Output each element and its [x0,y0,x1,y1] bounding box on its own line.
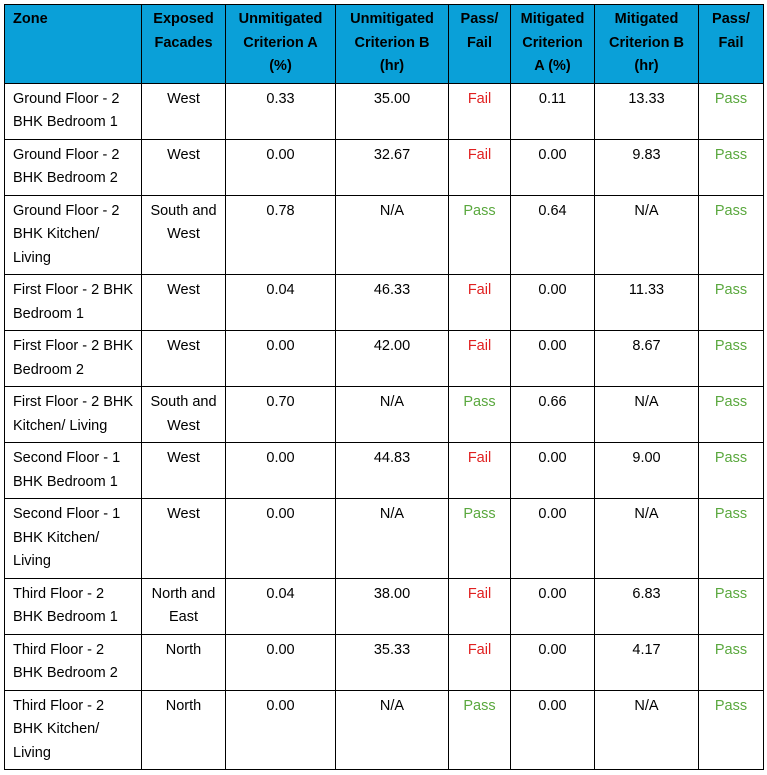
mitigated-pass-fail-cell: Pass [699,499,764,579]
unmitigated-pass-fail-cell: Fail [449,83,511,139]
zone-cell: Ground Floor - 2 BHK Bedroom 1 [5,83,142,139]
exposed-facades-cell: South and West [142,195,226,275]
mitigated-criterion-b-cell: N/A [595,387,699,443]
mitigated-pass-fail-cell: Pass [699,387,764,443]
unmitigated-pass-fail-cell: Fail [449,634,511,690]
unmitigated-criterion-a-cell: 0.00 [226,139,336,195]
mitigated-criterion-b-cell: 9.83 [595,139,699,195]
mitigated-criterion-a-cell: 0.00 [511,331,595,387]
unmitigated-pass-fail-cell: Fail [449,139,511,195]
mitigated-criterion-b-cell: N/A [595,499,699,579]
unmitigated-criterion-b-cell: 46.33 [336,275,449,331]
mitigated-pass-fail-cell: Pass [699,443,764,499]
zone-cell: Ground Floor - 2 BHK Bedroom 2 [5,139,142,195]
mitigated-pass-fail-cell: Pass [699,83,764,139]
mitigated-criterion-b-cell: 4.17 [595,634,699,690]
table-row [5,387,764,443]
mitigated-criterion-a-cell: 0.11 [511,83,595,139]
mitigated-criterion-b-cell: N/A [595,690,699,770]
unmitigated-criterion-b-cell: 32.67 [336,139,449,195]
mitigated-pass-fail-cell: Pass [699,139,764,195]
mitigated-criterion-a-cell: 0.00 [511,578,595,634]
unmitigated-criterion-a-cell: 0.78 [226,195,336,275]
mitigated-criterion-a-cell: 0.00 [511,690,595,770]
mitigated-criterion-b-cell: 13.33 [595,83,699,139]
exposed-facades-cell: West [142,331,226,387]
header-mitigated-criterion-b: Mitigated Criterion B (hr) [595,5,699,84]
unmitigated-criterion-a-cell: 0.33 [226,83,336,139]
unmitigated-pass-fail-cell: Pass [449,690,511,770]
mitigated-criterion-b-cell: 6.83 [595,578,699,634]
mitigated-pass-fail-cell: Pass [699,690,764,770]
unmitigated-criterion-b-cell: 38.00 [336,578,449,634]
mitigated-pass-fail-cell: Pass [699,634,764,690]
zone-cell: Third Floor - 2 BHK Bedroom 1 [5,578,142,634]
unmitigated-criterion-a-cell: 0.00 [226,634,336,690]
zone-cell: Second Floor - 1 BHK Bedroom 1 [5,443,142,499]
unmitigated-criterion-a-cell: 0.00 [226,443,336,499]
header-zone: Zone [5,5,142,84]
mitigated-criterion-b-cell: 8.67 [595,331,699,387]
table-row [5,578,764,634]
overheating-results-table [4,4,764,770]
header-mitigated-criterion-a: Mitigated Criterion A (%) [511,5,595,84]
table-row [5,690,764,770]
unmitigated-criterion-b-cell: N/A [336,499,449,579]
zone-cell: First Floor - 2 BHK Kitchen/ Living [5,387,142,443]
zone-cell: First Floor - 2 BHK Bedroom 1 [5,275,142,331]
mitigated-criterion-a-cell: 0.00 [511,634,595,690]
exposed-facades-cell: West [142,499,226,579]
zone-cell: Third Floor - 2 BHK Kitchen/ Living [5,690,142,770]
zone-cell: Third Floor - 2 BHK Bedroom 2 [5,634,142,690]
unmitigated-criterion-a-cell: 0.00 [226,690,336,770]
mitigated-pass-fail-cell: Pass [699,275,764,331]
unmitigated-criterion-b-cell: N/A [336,387,449,443]
mitigated-pass-fail-cell: Pass [699,195,764,275]
mitigated-criterion-a-cell: 0.00 [511,275,595,331]
exposed-facades-cell: North [142,690,226,770]
exposed-facades-cell: West [142,83,226,139]
unmitigated-pass-fail-cell: Fail [449,275,511,331]
header-mitigated-pass-fail: Pass/ Fail [699,5,764,84]
header-row [5,5,764,84]
unmitigated-pass-fail-cell: Pass [449,387,511,443]
header-unmitigated-pass-fail: Pass/ Fail [449,5,511,84]
zone-cell: Ground Floor - 2 BHK Kitchen/ Living [5,195,142,275]
header-unmitigated-criterion-b: Unmitigated Criterion B (hr) [336,5,449,84]
mitigated-criterion-b-cell: N/A [595,195,699,275]
exposed-facades-cell: West [142,275,226,331]
unmitigated-pass-fail-cell: Pass [449,499,511,579]
mitigated-criterion-a-cell: 0.00 [511,443,595,499]
exposed-facades-cell: South and West [142,387,226,443]
unmitigated-pass-fail-cell: Fail [449,331,511,387]
unmitigated-criterion-b-cell: 42.00 [336,331,449,387]
exposed-facades-cell: North [142,634,226,690]
unmitigated-criterion-b-cell: 44.83 [336,443,449,499]
table-row [5,83,764,139]
table-row [5,139,764,195]
unmitigated-criterion-b-cell: 35.33 [336,634,449,690]
mitigated-criterion-a-cell: 0.00 [511,499,595,579]
unmitigated-criterion-a-cell: 0.04 [226,275,336,331]
unmitigated-criterion-a-cell: 0.00 [226,499,336,579]
header-unmitigated-criterion-a: Unmitigated Criterion A (%) [226,5,336,84]
mitigated-criterion-b-cell: 9.00 [595,443,699,499]
table-row [5,195,764,275]
mitigated-pass-fail-cell: Pass [699,331,764,387]
table-row [5,634,764,690]
exposed-facades-cell: West [142,443,226,499]
mitigated-criterion-a-cell: 0.64 [511,195,595,275]
unmitigated-pass-fail-cell: Fail [449,443,511,499]
unmitigated-criterion-a-cell: 0.00 [226,331,336,387]
unmitigated-pass-fail-cell: Pass [449,195,511,275]
mitigated-criterion-a-cell: 0.66 [511,387,595,443]
zone-cell: First Floor - 2 BHK Bedroom 2 [5,331,142,387]
unmitigated-criterion-b-cell: N/A [336,690,449,770]
table-row [5,275,764,331]
unmitigated-criterion-b-cell: 35.00 [336,83,449,139]
unmitigated-criterion-a-cell: 0.04 [226,578,336,634]
mitigated-pass-fail-cell: Pass [699,578,764,634]
header-exposed-facades: Exposed Facades [142,5,226,84]
mitigated-criterion-b-cell: 11.33 [595,275,699,331]
unmitigated-criterion-b-cell: N/A [336,195,449,275]
exposed-facades-cell: North and East [142,578,226,634]
zone-cell: Second Floor - 1 BHK Kitchen/ Living [5,499,142,579]
table-row [5,499,764,579]
unmitigated-pass-fail-cell: Fail [449,578,511,634]
table-row [5,443,764,499]
unmitigated-criterion-a-cell: 0.70 [226,387,336,443]
exposed-facades-cell: West [142,139,226,195]
table-row [5,331,764,387]
mitigated-criterion-a-cell: 0.00 [511,139,595,195]
table-body [5,83,764,770]
